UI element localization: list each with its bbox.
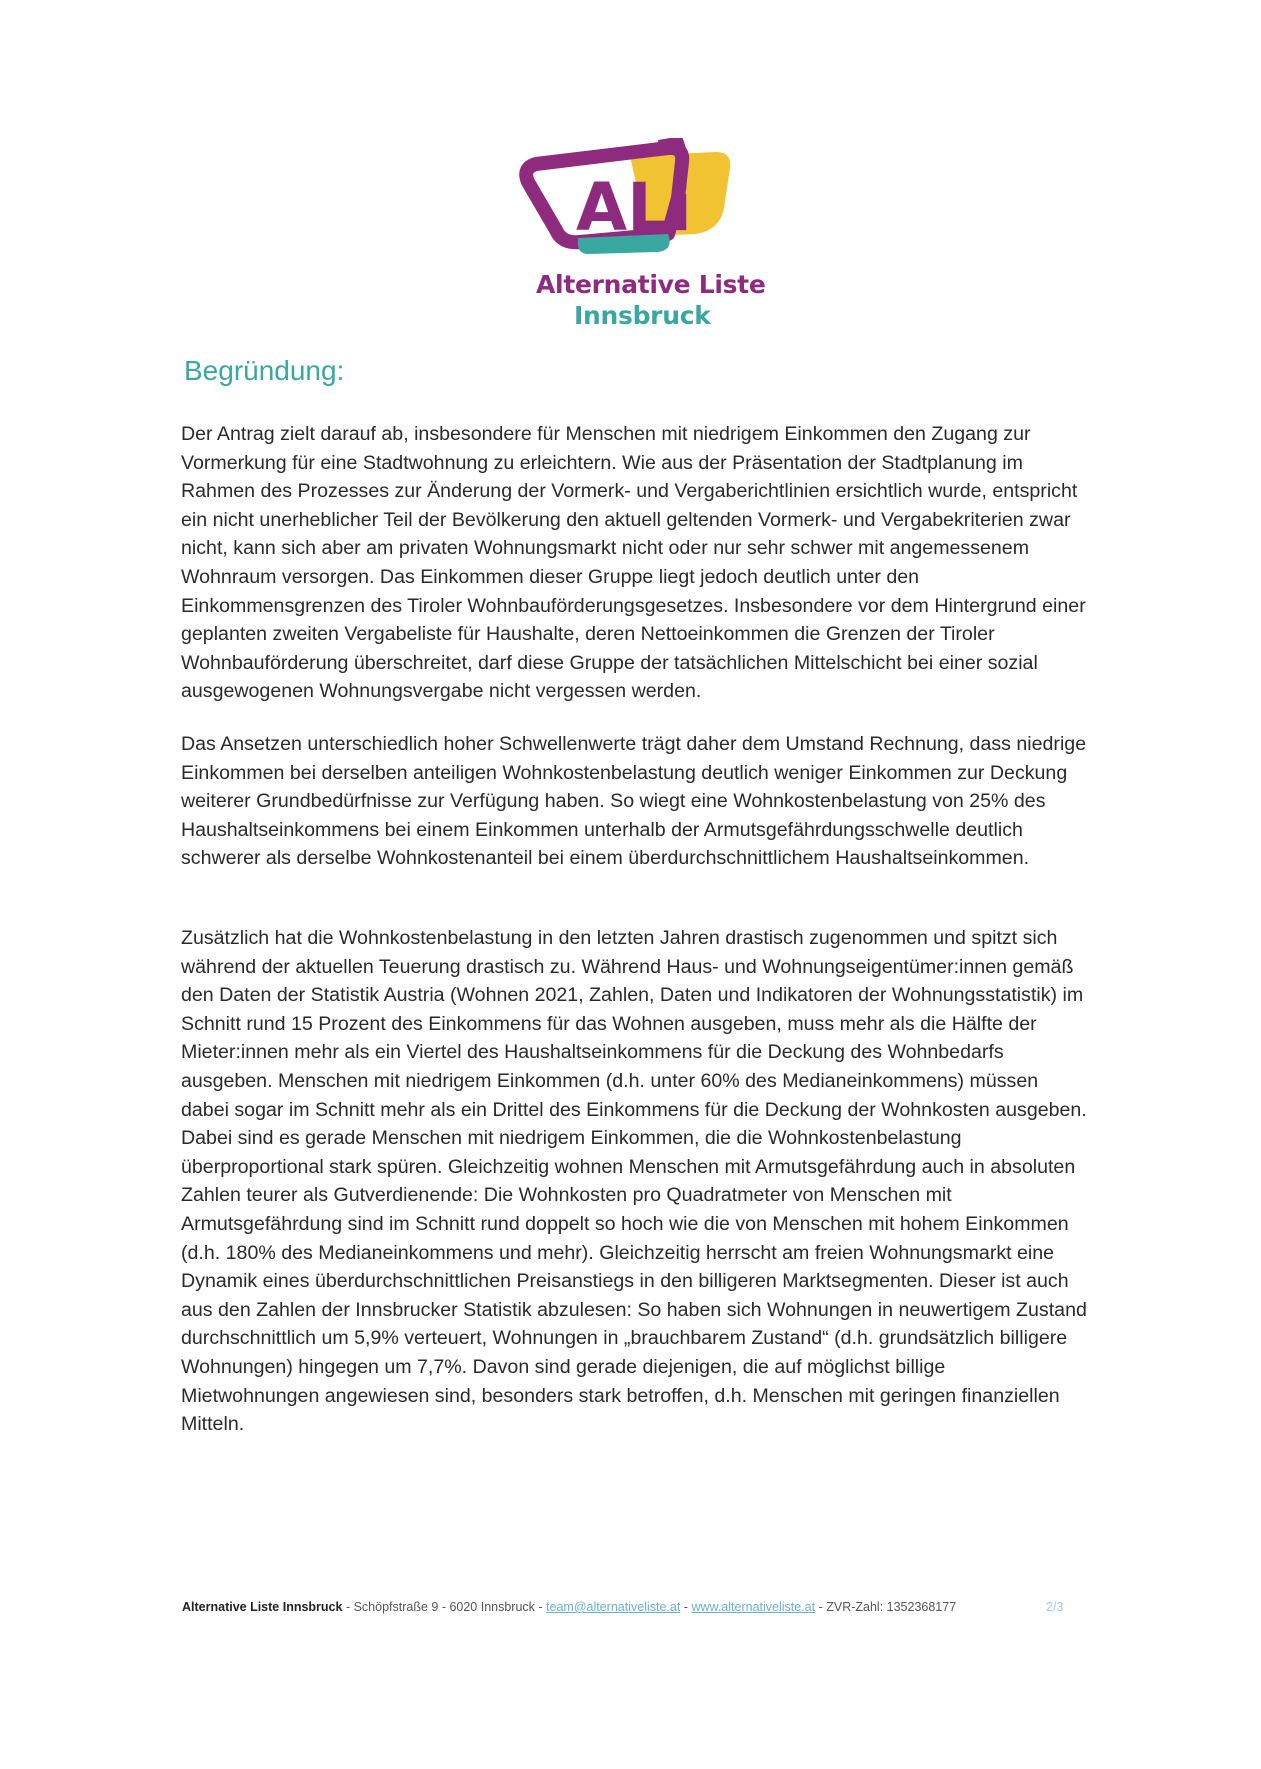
footer-separator: - <box>680 1600 692 1614</box>
paragraph-1 <box>181 420 1089 706</box>
section-heading: Begründung: <box>184 355 345 386</box>
paragraph-3 <box>181 924 1089 1439</box>
paragraph-2 <box>181 730 1089 873</box>
footer-address: - Schöpfstraße 9 - 6020 Innsbruck - <box>342 1600 547 1614</box>
page-number: 2/3 <box>1046 1600 1064 1614</box>
footer-website-link[interactable]: www.alternativeliste.at <box>691 1600 816 1614</box>
logo <box>510 138 770 330</box>
paragraph-text: Der Antrag zielt darauf ab, insbesondere für Menschen mit niedrigem Einkommen den Zugang zur Vormerkung für eine Stadtwohnung zu erleichtern. Wie aus der Präsentation der Stadtplanung im Rahmen des Prozesses zur Änderung der Vormerk- und Vergaberichtlinien ersichtlich wurde, entspricht ein nicht unerheblicher Teil der Bevölkerung den aktuell geltenden Vormerk- und Vergabekriterien zwar nicht, kann sich aber am privaten Wohnungsmarkt nicht oder nur sehr schwer mit angemessenem Wohnraum versorgen. Das Einkommen dieser Gruppe liegt jedoch deutlich unter den Einkommensgrenzen des Tiroler Wohnbauförderungsgesetzes. Insbesondere vor dem Hintergrund einer geplanten zweiten Vergabeliste für Haushalte, deren Nettoeinkommen die Grenzen der Tiroler Wohnbauförderung überschreitet, darf diese Gruppe der tatsächlichen Mittelschicht bei einer sozial ausgewogenen Wohnungsvergabe nicht vergessen werden. <box>181 423 1086 703</box>
footer <box>182 1600 956 1614</box>
paragraph-text: Zusätzlich hat die Wohnkostenbelastung in den letzten Jahren drastisch zugenommen und spitzt sich während der aktuellen Teuerung drastisch zu. Während Haus- und Wohnungseigentümer:innen gemäß den Daten der Statistik Austria (Wohnen 2021, Zahlen, Daten und Indikatoren der Wohnungsstatistik) im Schnitt rund 15 Prozent des Einkommens für das Wohnen ausgeben, muss mehr als die Hälfte der Mieter:innen mehr als ein Viertel des Haushaltseinkommens für die Deckung des Wohnbedarfs ausgeben. Menschen mit niedrigem Einkommen (d.h. unter 60% des Medianeinkommens) müssen dabei sogar im Schnitt mehr als ein Drittel des Einkommens für die Deckung der Wohnkosten ausgeben. Dabei sind es gerade Menschen mit niedrigem Einkommen, die die Wohnkostenbelastung überproportional stark spüren. Gleichzeitig wohnen Menschen mit Armutsgefährdung auch in absoluten Zahlen teurer als Gutverdienende: Die Wohnkosten pro Quadratmeter von Menschen mit Armutsgefährdung sind im Schnitt rund doppelt so hoch wie die von Menschen mit hohem Einkommen (d.h. 180% des Medianeinkommens und mehr). Gleichzeitig herrscht am freien Wohnungsmarkt eine Dynamik eines überdurchschnittlichen Preisanstiegs in den billigeren Marktsegmenten. Dieser ist auch aus den Zahlen der Innsbrucker Statistik abzulesen: So haben sich Wohnungen in neuwertigem Zustand durchschnittlich um 5,9% verteuert, Wohnungen in „brauchbarem Zustand“ (d.h. grundsätzlich billigere Wohnungen) hingegen um 7,7%. Davon sind gerade diejenigen, die auf möglichst billige Mietwohnungen angewiesen sind, besonders stark betroffen, d.h. Menschen mit geringen finanziellen Mitteln. <box>181 927 1087 1436</box>
paragraph-text: Das Ansetzen unterschiedlich hoher Schwellenwerte trägt daher dem Umstand Rechnung, dass niedrige Einkommen bei derselben anteiligen Wohnkostenbelastung deutlich weniger Einkommen zur Deckung weiterer Grundbedürfnisse zur Verfügung haben. So wiegt eine Wohnkostenbelastung von 25% des Haushaltseinkommens bei einem Einkommen unterhalb der Armutsgefährdungsschwelle deutlich schwerer als derselbe Wohnkostenanteil bei einem überdurchschnittlichem Haushaltseinkommen. <box>181 733 1087 870</box>
footer-email-link[interactable]: team@alternativeliste.at <box>546 1600 681 1614</box>
svg-text:ALi: ALi <box>576 169 692 246</box>
footer-org-name: Alternative Liste Innsbruck <box>182 1600 343 1614</box>
footer-zvr: - ZVR-Zahl: 1352368177 <box>815 1600 957 1614</box>
logo-text-line2: Innsbruck <box>574 301 711 330</box>
ali-logo-graphic <box>518 138 748 263</box>
logo-text-line1: Alternative Liste <box>536 270 766 299</box>
